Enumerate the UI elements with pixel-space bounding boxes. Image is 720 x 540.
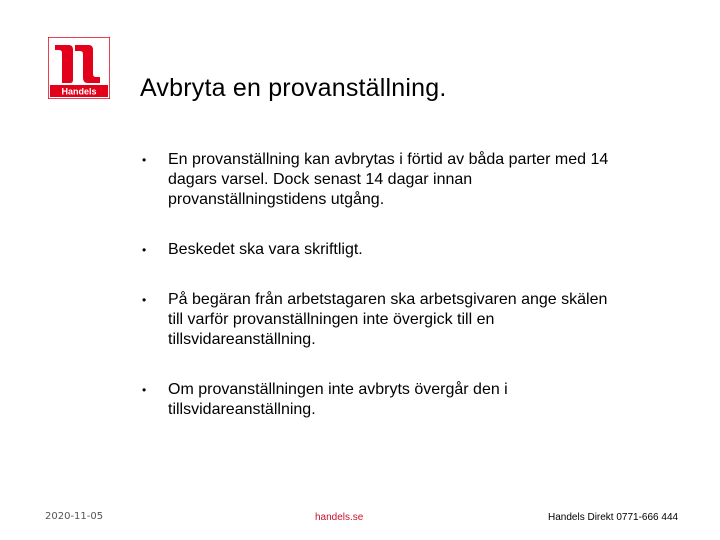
slide-title: Avbryta en provanställning. <box>140 74 447 102</box>
footer-link-handels[interactable]: handels.se <box>315 512 364 523</box>
bullet-item <box>140 290 620 350</box>
handels-logo <box>48 37 110 99</box>
bullet-text: Om provanställningen inte avbryts övergår den i tillsvidareanställning. <box>168 381 508 418</box>
handels-logo-graphic <box>48 37 110 99</box>
bullet-dot-icon: • <box>142 383 147 397</box>
bullet-text: På begäran från arbetstagaren ska arbetsgivaren ange skälen till varför provanställningen inte övergick till en tillsvidareanställning. <box>168 291 608 348</box>
bullet-text: En provanställning kan avbrytas i förtid av båda parter med 14 dagars varsel. Dock senast 14 dagar innan provanställningstidens utgång. <box>168 151 609 208</box>
footer-date: 2020-11-05 <box>45 511 104 522</box>
bullet-dot-icon: • <box>142 153 147 167</box>
bullet-item <box>140 380 620 420</box>
bullet-list <box>140 150 620 450</box>
bullet-item <box>140 240 620 260</box>
logo-text: Handels <box>61 86 97 97</box>
bullet-dot-icon: • <box>142 293 147 307</box>
footer-contact: Handels Direkt 0771-666 444 <box>548 512 679 523</box>
bullet-text: Beskedet ska vara skriftligt. <box>168 241 363 258</box>
bullet-dot-icon: • <box>142 243 147 257</box>
bullet-item <box>140 150 620 210</box>
